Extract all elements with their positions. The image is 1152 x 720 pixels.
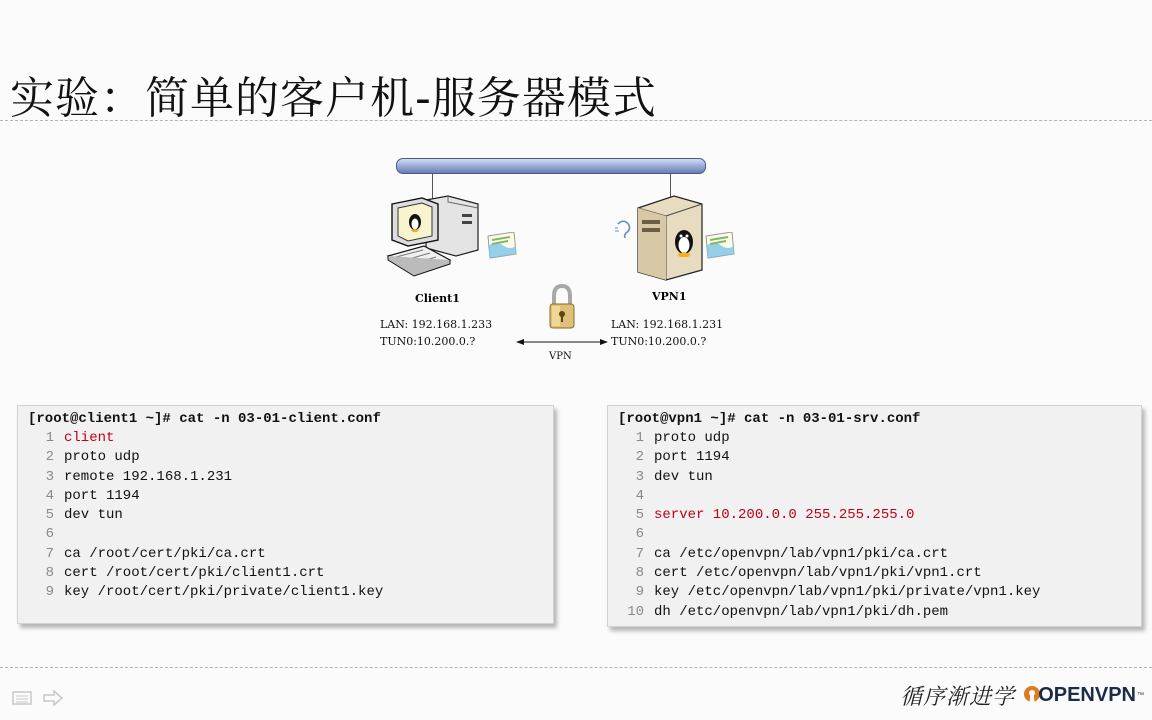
line-number: 2 xyxy=(635,449,644,466)
config-line xyxy=(618,429,1131,448)
line-text: dev tun xyxy=(64,507,123,524)
client-addresses xyxy=(380,316,492,350)
config-line xyxy=(618,545,1131,564)
config-line xyxy=(618,487,1131,506)
config-line xyxy=(618,603,1131,622)
config-line xyxy=(28,525,543,544)
config-line xyxy=(28,564,543,583)
line-number: 5 xyxy=(635,507,644,524)
server-config-lines xyxy=(618,429,1131,622)
config-line xyxy=(618,506,1131,525)
line-number: 4 xyxy=(635,487,644,504)
line-number: 7 xyxy=(45,545,54,562)
line-text: cert /etc/openvpn/lab/vpn1/pki/vpn1.crt xyxy=(654,565,982,582)
line-text: proto udp xyxy=(654,430,730,446)
line-number: 5 xyxy=(45,507,54,524)
line-number: 4 xyxy=(45,487,54,504)
line-number: 7 xyxy=(635,545,644,562)
config-line xyxy=(28,487,543,506)
client-lan: LAN: 192.168.1.233 xyxy=(380,318,493,331)
line-text: ca /etc/openvpn/lab/vpn1/pki/ca.crt xyxy=(654,545,949,562)
line-number: 1 xyxy=(635,430,644,446)
config-line xyxy=(618,564,1131,583)
line-text: key /root/cert/pki/private/client1.key xyxy=(64,584,384,601)
config-line xyxy=(618,525,1131,544)
slide-nav xyxy=(12,690,64,706)
config-line xyxy=(28,468,543,487)
config-line xyxy=(618,583,1131,602)
padlock-icon xyxy=(548,284,576,330)
config-line xyxy=(28,448,543,467)
line-text: key /etc/openvpn/lab/vpn1/pki/private/vpn1.key xyxy=(654,584,1041,601)
line-text: dh /etc/openvpn/lab/vpn1/pki/dh.pem xyxy=(654,603,949,620)
config-line xyxy=(618,448,1131,467)
line-number: 2 xyxy=(45,449,54,466)
line-text: remote 192.168.1.231 xyxy=(64,468,233,485)
client-name: Client1 xyxy=(415,292,460,305)
config-line xyxy=(28,545,543,564)
server-tun: TUN0:10.200.0.? xyxy=(611,335,707,348)
line-number: 1 xyxy=(45,430,54,446)
line-number: 8 xyxy=(635,565,644,582)
line-text: dev tun xyxy=(654,468,713,485)
certificate-icon xyxy=(486,232,518,260)
network-diagram xyxy=(370,150,770,375)
slide-title: 实验：简单的客户机-服务器模式 xyxy=(10,73,657,124)
config-line xyxy=(28,506,543,525)
line-text: proto udp xyxy=(64,449,140,466)
brand-open: OPEN xyxy=(1038,683,1095,706)
server-config-command: [root@vpn1 ~]# cat -n 03-01-srv.conf xyxy=(618,411,921,427)
brand-slogan: 循序渐进学 xyxy=(900,684,1016,710)
line-number: 10 xyxy=(627,603,644,620)
config-line xyxy=(28,583,543,602)
line-number: 9 xyxy=(45,584,54,601)
client-tun: TUN0:10.200.0.? xyxy=(380,335,476,348)
vpn-link-arrow xyxy=(516,337,608,347)
brand-trademark: ™ xyxy=(1137,691,1144,699)
line-text: port 1194 xyxy=(654,449,730,466)
config-line xyxy=(28,429,543,448)
footer-divider xyxy=(0,667,1152,668)
line-text: server 10.200.0.0 255.255.255.0 xyxy=(654,507,915,524)
openvpn-logo xyxy=(1023,684,1144,707)
server-config-panel xyxy=(607,405,1142,627)
line-number: 6 xyxy=(635,526,644,543)
line-text: cert /root/cert/pki/client1.crt xyxy=(64,565,325,582)
certificate-icon xyxy=(704,232,736,260)
line-text: port 1194 xyxy=(64,487,140,504)
line-text: client xyxy=(64,430,115,446)
desktop-computer-icon xyxy=(386,194,482,284)
title-divider xyxy=(0,120,1152,121)
network-bus xyxy=(396,158,706,174)
config-line xyxy=(618,468,1131,487)
server-tower-icon xyxy=(634,192,706,282)
line-number: 8 xyxy=(45,565,54,582)
line-number: 6 xyxy=(45,526,54,543)
slide-menu-icon[interactable] xyxy=(12,690,32,706)
ear-icon xyxy=(614,220,632,240)
line-text: ca /root/cert/pki/ca.crt xyxy=(64,545,266,562)
server-lan: LAN: 192.168.1.231 xyxy=(611,318,724,331)
vpn-link-label: VPN xyxy=(549,351,572,362)
client-config-lines xyxy=(28,429,543,603)
client-config-panel xyxy=(17,405,554,624)
next-slide-icon[interactable] xyxy=(42,690,64,706)
server-addresses xyxy=(611,316,723,350)
footer-brand xyxy=(900,681,1144,709)
line-number: 3 xyxy=(45,468,54,485)
client-config-command: [root@client1 ~]# cat -n 03-01-client.conf xyxy=(28,411,381,427)
server-name: VPN1 xyxy=(652,290,687,303)
line-number: 9 xyxy=(635,584,644,601)
brand-vpn: VPN xyxy=(1094,683,1136,706)
line-number: 3 xyxy=(635,468,644,485)
